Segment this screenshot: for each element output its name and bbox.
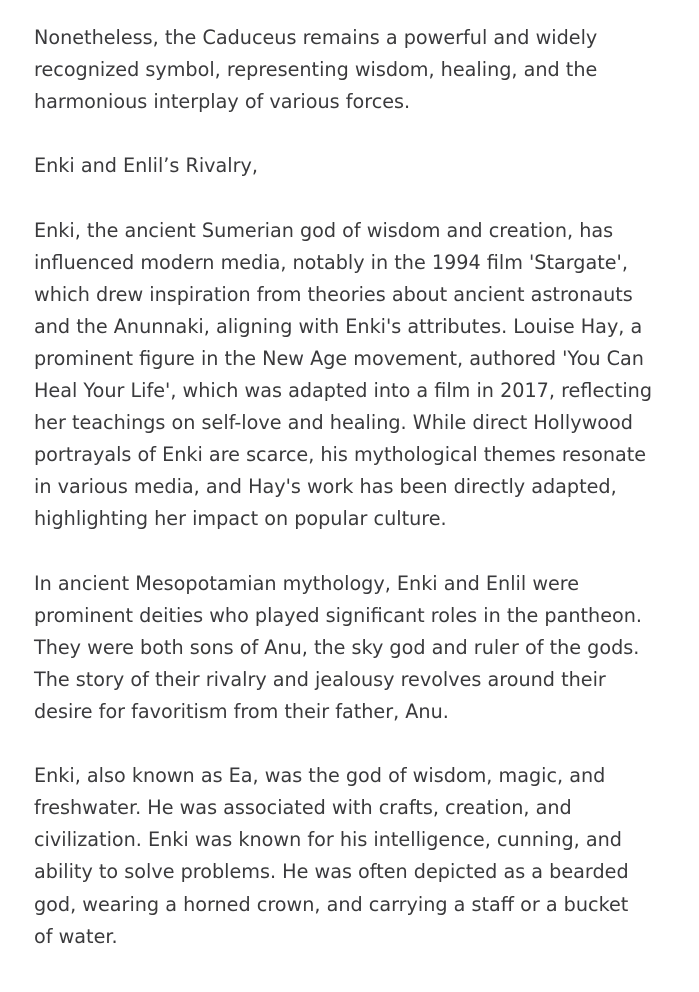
text-line: Enki, the ancient Sumerian god of wisdom and creation, has: [34, 218, 614, 242]
section-heading: [34, 150, 674, 182]
text-line: In ancient Mesopotamian mythology, Enki and Enlil were: [34, 571, 580, 595]
text-line: Enki, also known as Ea, was the god of wisdom, magic, and: [34, 764, 606, 788]
paragraph-mesopotamian-mythology: [34, 568, 674, 728]
text-line: desire for favoritism from their father, Anu.: [34, 699, 449, 723]
text-line: prominent deities who played significant roles in the pantheon.: [34, 603, 643, 627]
paragraph-enki-media: [34, 215, 674, 536]
text-line: ability to solve problems. He was often depicted as a bearded: [34, 860, 629, 884]
document-body: [34, 22, 674, 985]
text-line: freshwater. He was associated with crafts, creation, and: [34, 796, 572, 820]
text-line: Nonetheless, the Caduceus remains a powerful and widely: [34, 26, 598, 49]
paragraph-enki-ea: [34, 760, 674, 953]
text-line: highlighting her impact on popular culture.: [34, 507, 447, 531]
text-line: harmonious interplay of various forces.: [34, 90, 411, 114]
text-line: portrayals of Enki are scarce, his mythological themes resonate: [34, 443, 647, 467]
text-line: of water.: [34, 924, 118, 948]
text-line: prominent figure in the New Age movement, authored 'You Can: [34, 346, 644, 370]
text-line: which drew inspiration from theories about ancient astronauts: [34, 282, 633, 306]
paragraph-caduceus: [34, 22, 674, 118]
text-line: civilization. Enki was known for his intelligence, cunning, and: [34, 828, 622, 852]
heading-text: Enki and Enlil’s Rivalry,: [34, 154, 258, 178]
text-line: in various media, and Hay's work has been directly adapted,: [34, 475, 617, 499]
text-line: and the Anunnaki, aligning with Enki's attributes. Louise Hay, a: [34, 314, 643, 338]
text-line: recognized symbol, representing wisdom, healing, and the: [34, 58, 598, 82]
text-line: The story of their rivalry and jealousy revolves around their: [34, 667, 606, 691]
text-line: influenced modern media, notably in the 1994 film 'Stargate',: [34, 250, 628, 274]
text-line: her teachings on self-love and healing. While direct Hollywood: [34, 411, 633, 435]
text-line: They were both sons of Anu, the sky god and ruler of the gods.: [34, 635, 640, 659]
text-line: Heal Your Life', which was adapted into a film in 2017, reflecting: [34, 379, 652, 403]
text-line: god, wearing a horned crown, and carrying a staff or a bucket: [34, 892, 629, 916]
